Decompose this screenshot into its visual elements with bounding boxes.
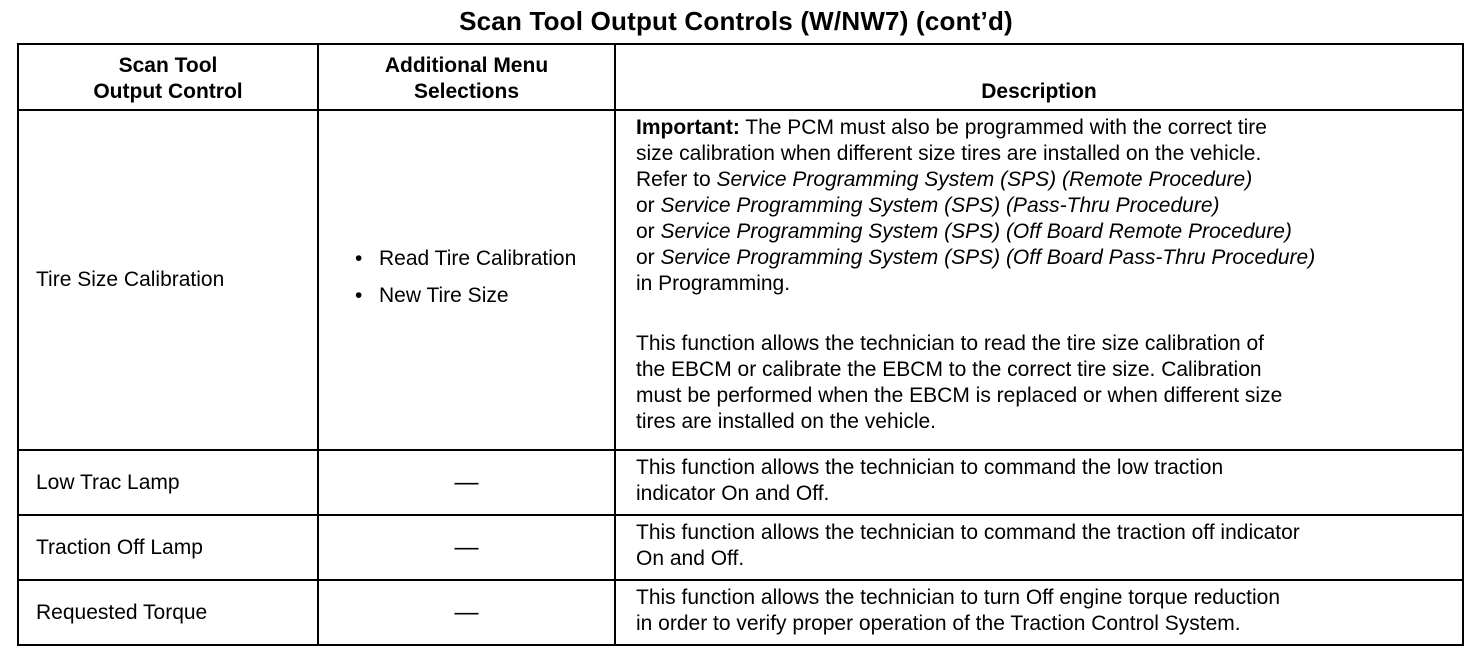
control-name: Low Trac Lamp <box>18 450 318 515</box>
menu-selections <box>318 110 615 450</box>
table-header-row <box>18 44 1463 110</box>
page-title: Scan Tool Output Controls (W/NW7) (cont’d) <box>459 6 1013 36</box>
sps-reference: Service Programming System (SPS) (Pass-Thru Procedure) <box>660 194 1220 217</box>
control-name: Tire Size Calibration <box>18 110 318 450</box>
header-description: Description <box>615 44 1463 110</box>
output-controls-table <box>17 43 1464 646</box>
table-row <box>18 580 1463 645</box>
list-item: • Read Tire Calibration <box>355 245 614 272</box>
description-cell: This function allows the technician to command the traction off indicator On and Off. <box>615 515 1463 580</box>
header-output-control: Scan Tool Output Control <box>18 44 318 110</box>
control-name: Traction Off Lamp <box>18 515 318 580</box>
table-row <box>18 110 1463 450</box>
menu-selections: — <box>318 515 615 580</box>
header-menu-selections: Additional Menu Selections <box>318 44 615 110</box>
table-row <box>18 515 1463 580</box>
description-cell: This function allows the technician to command the low traction indicator On and Off. <box>615 450 1463 515</box>
sps-reference: Service Programming System (SPS) (Off Board Pass-Thru Procedure) <box>660 246 1316 269</box>
menu-list <box>319 245 614 309</box>
sps-reference: Service Programming System (SPS) (Off Board Remote Procedure) <box>660 220 1292 243</box>
table-row <box>18 450 1463 515</box>
important-label: Important: <box>636 116 740 139</box>
description-cell: This function allows the technician to turn Off engine torque reduction in order to verify proper operation of the Traction Control System. <box>615 580 1463 645</box>
list-item: • New Tire Size <box>355 282 614 309</box>
description-cell: Important: The PCM must also be programmed with the correct tire size calibration when different size tires are installed on the vehicle. Refer to Service Programming System (SPS) (Remote Procedure) or Service Programming System (SPS) (Pass-Thru Procedure) or Service Programming System (SPS) (Off Board Remote Procedure) or Service Programming System (SPS) (Off Board Pass-Thru Procedure) in Programming. This function allows the technician to read the tire size calibration of the EBCM or calibrate the EBCM to the correct tire size. Calibration must be performed when the EBCM is replaced or when different size tires are installed on the vehicle. <box>615 110 1463 450</box>
control-name: Requested Torque <box>18 580 318 645</box>
menu-selections: — <box>318 450 615 515</box>
sps-reference: Service Programming System (SPS) (Remote Procedure) <box>716 168 1253 191</box>
menu-selections: — <box>318 580 615 645</box>
